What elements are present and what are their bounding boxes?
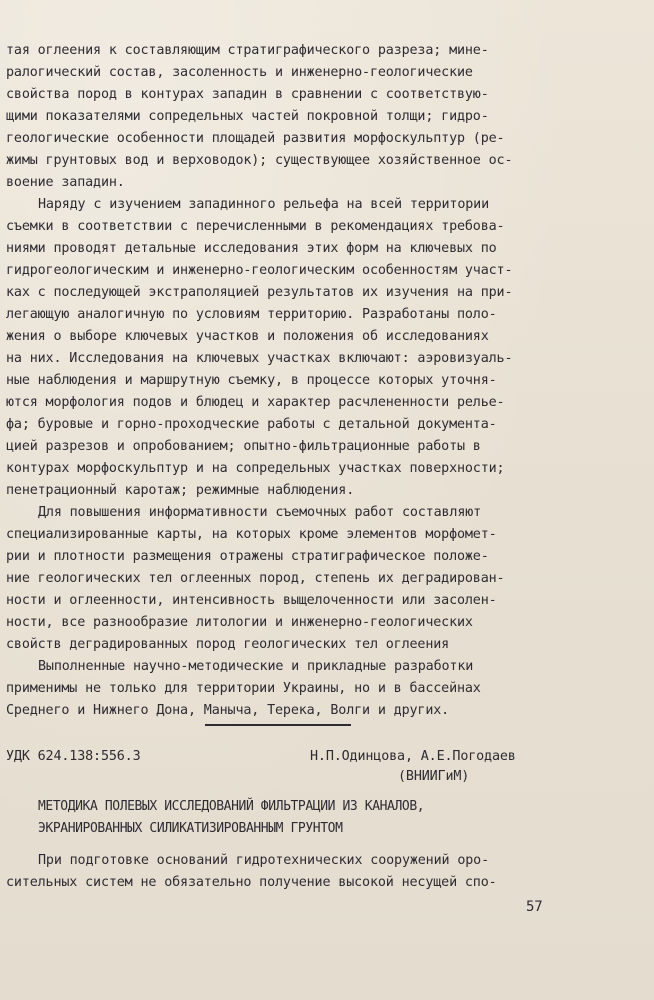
text-line: жимы грунтовых вод и верховодок); существующее хозяйственное ос- <box>6 153 513 168</box>
text-line: геологические особенности площадей развития морфоскульптур (ре- <box>6 131 505 146</box>
text-line: тая оглеения к составляющим стратиграфического разреза; мине- <box>6 43 489 58</box>
text-line: воение западин. <box>6 175 125 190</box>
text-line: щими показателями сопредельных частей покровной толщи; гидро- <box>6 109 489 124</box>
text-line: ности, все разнообразие литологии и инженерно-геологических <box>6 615 473 630</box>
page-number: 57 <box>526 899 543 915</box>
text-line: ралогический состав, засоленность и инженерно-геологические <box>6 65 473 80</box>
text-line: ности и оглеенности, интенсивность выщелоченности или засолен- <box>6 593 497 608</box>
text-line: ниями проводят детальные исследования этих форм на ключевых по <box>6 241 497 256</box>
text-line: съемки в соответствии с перечисленными в рекомендациях требова- <box>6 219 505 234</box>
text-line: жения о выборе ключевых участков и положения об исследованиях <box>6 329 489 344</box>
text-line: ются морфология подов и блюдец и характер расчлененности релье- <box>6 395 505 410</box>
authors: Н.П.Одинцова, А.Е.Погодаев <box>310 749 516 764</box>
paragraph-start: Наряду с изучением западинного рельефа на всей территории <box>38 197 489 212</box>
text-line: специализированные карты, на которых кроме элементов морфомет- <box>6 527 497 542</box>
text-line: рии и плотности размещения отражены стратиграфическое положе- <box>6 549 489 564</box>
text-line: контурах морфоскульптур и на сопредельных участках поверхности; <box>6 461 505 476</box>
text-line: свойства пород в контурах западин в сравнении с соответствую- <box>6 87 489 102</box>
paragraph-start: Выполненные научно-методические и прикладные разработки <box>38 659 474 674</box>
article-title: ЭКРАНИРОВАННЫХ СИЛИКАТИЗИРОВАННЫМ ГРУНТОМ <box>38 821 343 836</box>
text-line: гидрогеологическим и инженерно-геологическим особенностям участ- <box>6 263 513 278</box>
affiliation: (ВНИИГиМ) <box>398 769 470 784</box>
article-title: МЕТОДИКА ПОЛЕВЫХ ИССЛЕДОВАНИЙ ФИЛЬТРАЦИИ ИЗ КАНАЛОВ, <box>38 799 425 814</box>
text-line: применимы не только для территории Украины, но и в бассейнах <box>6 681 481 696</box>
text-line: ние геологических тел оглеенных пород, степень их деградирован- <box>6 571 505 586</box>
text-line: ках с последующей экстраполяцией результатов их изучения на при- <box>6 285 513 300</box>
text-line: на них. Исследования на ключевых участках включают: аэровизуаль- <box>6 351 513 366</box>
text-line: цией разрезов и опробованием; опытно-фильтрационные работы в <box>6 439 481 454</box>
text-line: фа; буровые и горно-проходческие работы с детальной документа- <box>6 417 497 432</box>
text-line: ные наблюдения и маршрутную съемку, в процессе которых уточня- <box>6 373 497 388</box>
text-line: легающую аналогичную по условиям территорию. Разработаны поло- <box>6 307 497 322</box>
paragraph-start: Для повышения информативности съемочных работ составляют <box>38 505 482 520</box>
udk-code: УДК 624.138:556.3 <box>6 749 141 764</box>
text-line: Среднего и Нижнего Дона, Маныча, Терека, Волги и других. <box>6 703 450 718</box>
text-line: сительных систем не обязательно получение высокой несущей спо- <box>6 875 497 890</box>
paragraph-start: При подготовке оснований гидротехнических сооружений оро- <box>38 853 489 868</box>
section-divider <box>205 724 351 726</box>
text-line: пенетрационный каротаж; режимные наблюдения. <box>6 483 355 498</box>
text-line: свойств деградированных пород геологических тел оглеения <box>6 637 450 652</box>
